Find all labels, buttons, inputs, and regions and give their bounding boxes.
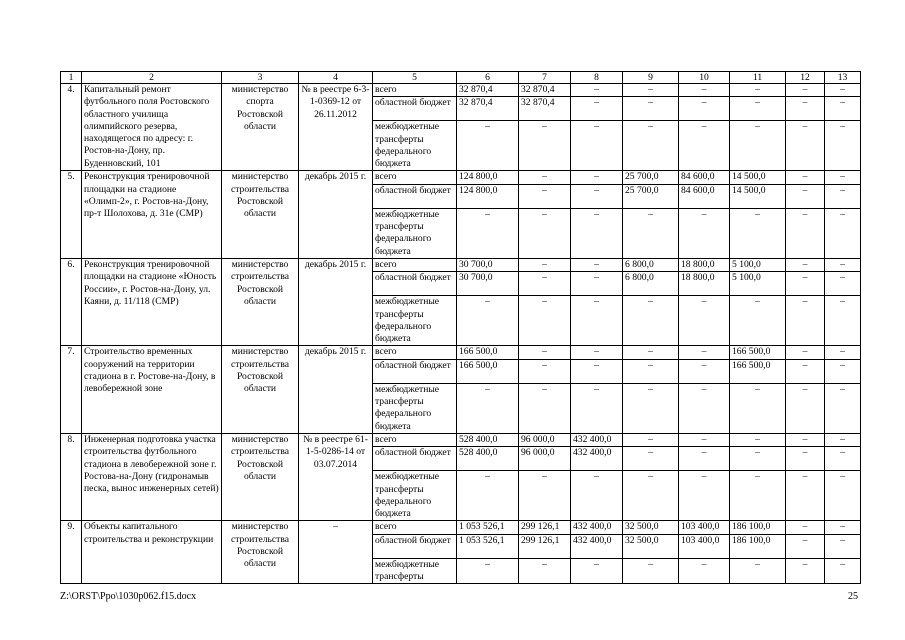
amount-cell: – — [623, 84, 679, 97]
amount-cell: – — [519, 471, 571, 521]
term-or-registry: декабрь 2015 г. — [299, 258, 373, 345]
amount-cell: – — [519, 346, 571, 359]
amount-cell: – — [786, 433, 825, 446]
amount-cell: – — [519, 121, 571, 171]
amount-cell: – — [825, 97, 861, 121]
amount-cell: – — [457, 383, 519, 433]
amount-cell: – — [519, 171, 571, 184]
object-name: Реконструкция тренировочной площадки на стадионе «Олимп-2», г. Ростов-на-Дону, пр-т Шолохова, д. 31е (СМР) — [82, 171, 222, 258]
row-number: 7. — [61, 346, 82, 433]
amount-cell: 124 800,0 — [457, 171, 519, 184]
term-or-registry: декабрь 2015 г. — [299, 346, 373, 433]
table-body — [61, 72, 861, 584]
amount-cell: – — [571, 121, 623, 171]
column-number-4: 4 — [299, 72, 373, 84]
amount-cell: 432 400,0 — [571, 534, 623, 558]
funding-category: всего — [373, 84, 457, 97]
amount-cell: – — [730, 208, 786, 258]
amount-cell: – — [519, 272, 571, 296]
amount-cell: – — [825, 433, 861, 446]
amount-cell: 84 600,0 — [679, 184, 730, 208]
amount-cell: 103 400,0 — [679, 521, 730, 534]
column-number-6: 6 — [457, 72, 519, 84]
amount-cell: 5 100,0 — [730, 258, 786, 271]
amount-cell: – — [825, 184, 861, 208]
amount-cell: – — [730, 471, 786, 521]
funding-category: всего — [373, 433, 457, 446]
amount-cell: – — [786, 171, 825, 184]
amount-cell: – — [623, 296, 679, 346]
amount-cell: – — [786, 296, 825, 346]
amount-cell: – — [519, 184, 571, 208]
funding-category: областной бюджет — [373, 272, 457, 296]
row-number: 4. — [61, 84, 82, 171]
amount-cell: – — [825, 471, 861, 521]
amount-cell: – — [679, 558, 730, 584]
amount-cell: – — [571, 471, 623, 521]
amount-cell: – — [786, 84, 825, 97]
row-number: 9. — [61, 521, 82, 584]
amount-cell: – — [786, 471, 825, 521]
amount-cell: 1 053 526,1 — [457, 534, 519, 558]
amount-cell: 14 500,0 — [730, 184, 786, 208]
amount-cell: 32 870,4 — [457, 84, 519, 97]
amount-cell: – — [457, 121, 519, 171]
amount-cell: – — [679, 383, 730, 433]
amount-cell: – — [825, 521, 861, 534]
amount-cell: – — [679, 296, 730, 346]
amount-cell: 32 500,0 — [623, 521, 679, 534]
executor-name: министерство строительства Ростовской области — [222, 171, 299, 258]
amount-cell: – — [571, 346, 623, 359]
amount-cell: – — [519, 258, 571, 271]
amount-cell: – — [825, 558, 861, 584]
amount-cell: 84 600,0 — [679, 171, 730, 184]
amount-cell: – — [519, 383, 571, 433]
amount-cell: 96 000,0 — [519, 447, 571, 471]
amount-cell: – — [457, 558, 519, 584]
amount-cell: – — [786, 208, 825, 258]
amount-cell: – — [571, 558, 623, 584]
amount-cell: 30 700,0 — [457, 258, 519, 271]
footer-page-number: 25 — [848, 591, 858, 602]
amount-cell: – — [571, 208, 623, 258]
executor-name: министерство строительства Ростовской области — [222, 521, 299, 584]
column-number-9: 9 — [623, 72, 679, 84]
amount-cell: – — [679, 84, 730, 97]
amount-cell: – — [571, 258, 623, 271]
amount-cell: – — [571, 184, 623, 208]
funding-category: областной бюджет — [373, 184, 457, 208]
funding-category: всего — [373, 521, 457, 534]
amount-cell: – — [825, 346, 861, 359]
amount-cell: 6 800,0 — [623, 272, 679, 296]
amount-cell: 32 870,4 — [519, 97, 571, 121]
column-number-11: 11 — [730, 72, 786, 84]
amount-cell: – — [825, 171, 861, 184]
amount-cell: 18 800,0 — [679, 272, 730, 296]
row-number: 8. — [61, 433, 82, 520]
funding-category: областной бюджет — [373, 447, 457, 471]
amount-cell: – — [786, 383, 825, 433]
funding-category: всего — [373, 258, 457, 271]
amount-cell: – — [571, 296, 623, 346]
amount-cell: 528 400,0 — [457, 433, 519, 446]
executor-name: министерство спорта Ростовской области — [222, 84, 299, 171]
amount-cell: – — [786, 558, 825, 584]
amount-cell: 186 100,0 — [730, 534, 786, 558]
amount-cell: 299 126,1 — [519, 534, 571, 558]
amount-cell: – — [825, 272, 861, 296]
column-number-2: 2 — [82, 72, 222, 84]
amount-cell: 96 000,0 — [519, 433, 571, 446]
amount-cell: 18 800,0 — [679, 258, 730, 271]
funding-category: всего — [373, 171, 457, 184]
amount-cell: – — [786, 121, 825, 171]
funding-category: межбюджетные трансферты федерального бюджета — [373, 296, 457, 346]
amount-cell: – — [623, 359, 679, 383]
amount-cell: – — [623, 471, 679, 521]
amount-cell: – — [519, 359, 571, 383]
amount-cell: – — [786, 521, 825, 534]
table-row — [61, 521, 861, 534]
amount-cell: 32 870,4 — [519, 84, 571, 97]
amount-cell: – — [730, 433, 786, 446]
amount-cell: – — [571, 171, 623, 184]
amount-cell: – — [679, 97, 730, 121]
amount-cell: – — [786, 272, 825, 296]
amount-cell: 299 126,1 — [519, 521, 571, 534]
term-or-registry: – — [299, 521, 373, 584]
amount-cell: 432 400,0 — [571, 521, 623, 534]
table-row — [61, 433, 861, 446]
amount-cell: – — [786, 346, 825, 359]
amount-cell: – — [730, 84, 786, 97]
amount-cell: – — [786, 97, 825, 121]
document-table — [60, 71, 861, 584]
column-number-5: 5 — [373, 72, 457, 84]
object-name: Капитальный ремонт футбольного поля Ростовского областного училища олимпийского резерва, находящегося по адресу: г. Ростов-на-Дону, пр. Буденновский, 101 — [82, 84, 222, 171]
amount-cell: – — [786, 359, 825, 383]
amount-cell: 124 800,0 — [457, 184, 519, 208]
amount-cell: 432 400,0 — [571, 433, 623, 446]
amount-cell: – — [825, 121, 861, 171]
table-row — [61, 258, 861, 271]
amount-cell: – — [825, 296, 861, 346]
amount-cell: – — [786, 258, 825, 271]
amount-cell: 166 500,0 — [457, 359, 519, 383]
amount-cell: 1 053 526,1 — [457, 521, 519, 534]
amount-cell: – — [786, 534, 825, 558]
column-number-7: 7 — [519, 72, 571, 84]
amount-cell: – — [679, 433, 730, 446]
object-name: Строительство временных сооружений на территории стадиона в г. Ростове-на-Дону, в левобережной зоне — [82, 346, 222, 433]
amount-cell: 103 400,0 — [679, 534, 730, 558]
funding-category: межбюджетные трансферты федерального бюджета — [373, 383, 457, 433]
executor-name: министерство строительства Ростовской области — [222, 346, 299, 433]
amount-cell: – — [457, 296, 519, 346]
amount-cell: – — [730, 121, 786, 171]
amount-cell: – — [623, 346, 679, 359]
column-number-8: 8 — [571, 72, 623, 84]
amount-cell: 186 100,0 — [730, 521, 786, 534]
funding-category: всего — [373, 346, 457, 359]
amount-cell: – — [623, 97, 679, 121]
object-name: Объекты капитального строительства и реконструкции — [82, 521, 222, 584]
amount-cell: – — [825, 359, 861, 383]
amount-cell: – — [571, 359, 623, 383]
funding-category: областной бюджет — [373, 359, 457, 383]
column-number-row — [61, 72, 861, 84]
amount-cell: – — [730, 447, 786, 471]
amount-cell: 32 870,4 — [457, 97, 519, 121]
amount-cell: – — [623, 121, 679, 171]
amount-cell: – — [623, 558, 679, 584]
amount-cell: – — [679, 346, 730, 359]
object-name: Инженерная подготовка участка строительства футбольного стадиона в левобережной зоне г. Ростова-на-Дону (гидронамыв песка, вынос инженерных сетей) — [82, 433, 222, 520]
amount-cell: – — [623, 447, 679, 471]
column-number-13: 13 — [825, 72, 861, 84]
funding-category: межбюджетные трансферты федерального бюджета — [373, 471, 457, 521]
amount-cell: 30 700,0 — [457, 272, 519, 296]
amount-cell: – — [825, 208, 861, 258]
footer-file-path: Z:\ORST\Ppo\1030p062.f15.docx — [60, 591, 197, 602]
funding-category: областной бюджет — [373, 97, 457, 121]
amount-cell: – — [571, 383, 623, 433]
amount-cell: 6 800,0 — [623, 258, 679, 271]
column-number-10: 10 — [679, 72, 730, 84]
amount-cell: – — [825, 447, 861, 471]
amount-cell: 166 500,0 — [730, 359, 786, 383]
amount-cell: – — [786, 447, 825, 471]
table-row — [61, 84, 861, 97]
amount-cell: – — [825, 534, 861, 558]
amount-cell: – — [519, 558, 571, 584]
amount-cell: – — [730, 296, 786, 346]
amount-cell: – — [571, 97, 623, 121]
amount-cell: – — [825, 383, 861, 433]
column-number-12: 12 — [786, 72, 825, 84]
term-or-registry: № в реестре 61-1-5-0286-14 от 03.07.2014 — [299, 433, 373, 520]
row-number: 5. — [61, 171, 82, 258]
row-number: 6. — [61, 258, 82, 345]
amount-cell: – — [679, 471, 730, 521]
term-or-registry: № в реестре 6-3-1-0369-12 от 26.11.2012 — [299, 84, 373, 171]
executor-name: министерство строительства Ростовской области — [222, 258, 299, 345]
amount-cell: – — [825, 258, 861, 271]
amount-cell: – — [457, 208, 519, 258]
executor-name: министерство строительства Ростовской области — [222, 433, 299, 520]
funding-category: межбюджетные трансферты федерального бюджета — [373, 121, 457, 171]
amount-cell: – — [571, 84, 623, 97]
amount-cell: – — [730, 97, 786, 121]
funding-category: межбюджетные трансферты федерального бюджета — [373, 208, 457, 258]
table-row — [61, 171, 861, 184]
object-name: Реконструкция тренировочной площадки на стадионе «Юность России», г. Ростов-на-Дону, ул. Каяни, д. 11/118 (СМР) — [82, 258, 222, 345]
amount-cell: – — [679, 447, 730, 471]
amount-cell: – — [679, 359, 730, 383]
amount-cell: 166 500,0 — [730, 346, 786, 359]
funding-category: межбюджетные трансферты — [373, 558, 457, 584]
amount-cell: 5 100,0 — [730, 272, 786, 296]
amount-cell: – — [679, 208, 730, 258]
amount-cell: – — [623, 208, 679, 258]
amount-cell: – — [825, 84, 861, 97]
amount-cell: 25 700,0 — [623, 171, 679, 184]
amount-cell: – — [786, 184, 825, 208]
amount-cell: – — [519, 296, 571, 346]
amount-cell: – — [457, 471, 519, 521]
amount-cell: 528 400,0 — [457, 447, 519, 471]
amount-cell: 14 500,0 — [730, 171, 786, 184]
column-number-3: 3 — [222, 72, 299, 84]
amount-cell: 166 500,0 — [457, 346, 519, 359]
amount-cell: – — [730, 558, 786, 584]
amount-cell: 32 500,0 — [623, 534, 679, 558]
term-or-registry: декабрь 2015 г. — [299, 171, 373, 258]
amount-cell: – — [519, 208, 571, 258]
table-row — [61, 346, 861, 359]
amount-cell: – — [730, 383, 786, 433]
amount-cell: – — [679, 121, 730, 171]
amount-cell: – — [571, 272, 623, 296]
amount-cell: 432 400,0 — [571, 447, 623, 471]
amount-cell: 25 700,0 — [623, 184, 679, 208]
funding-category: областной бюджет — [373, 534, 457, 558]
amount-cell: – — [623, 433, 679, 446]
amount-cell: – — [623, 383, 679, 433]
column-number-1: 1 — [61, 72, 82, 84]
